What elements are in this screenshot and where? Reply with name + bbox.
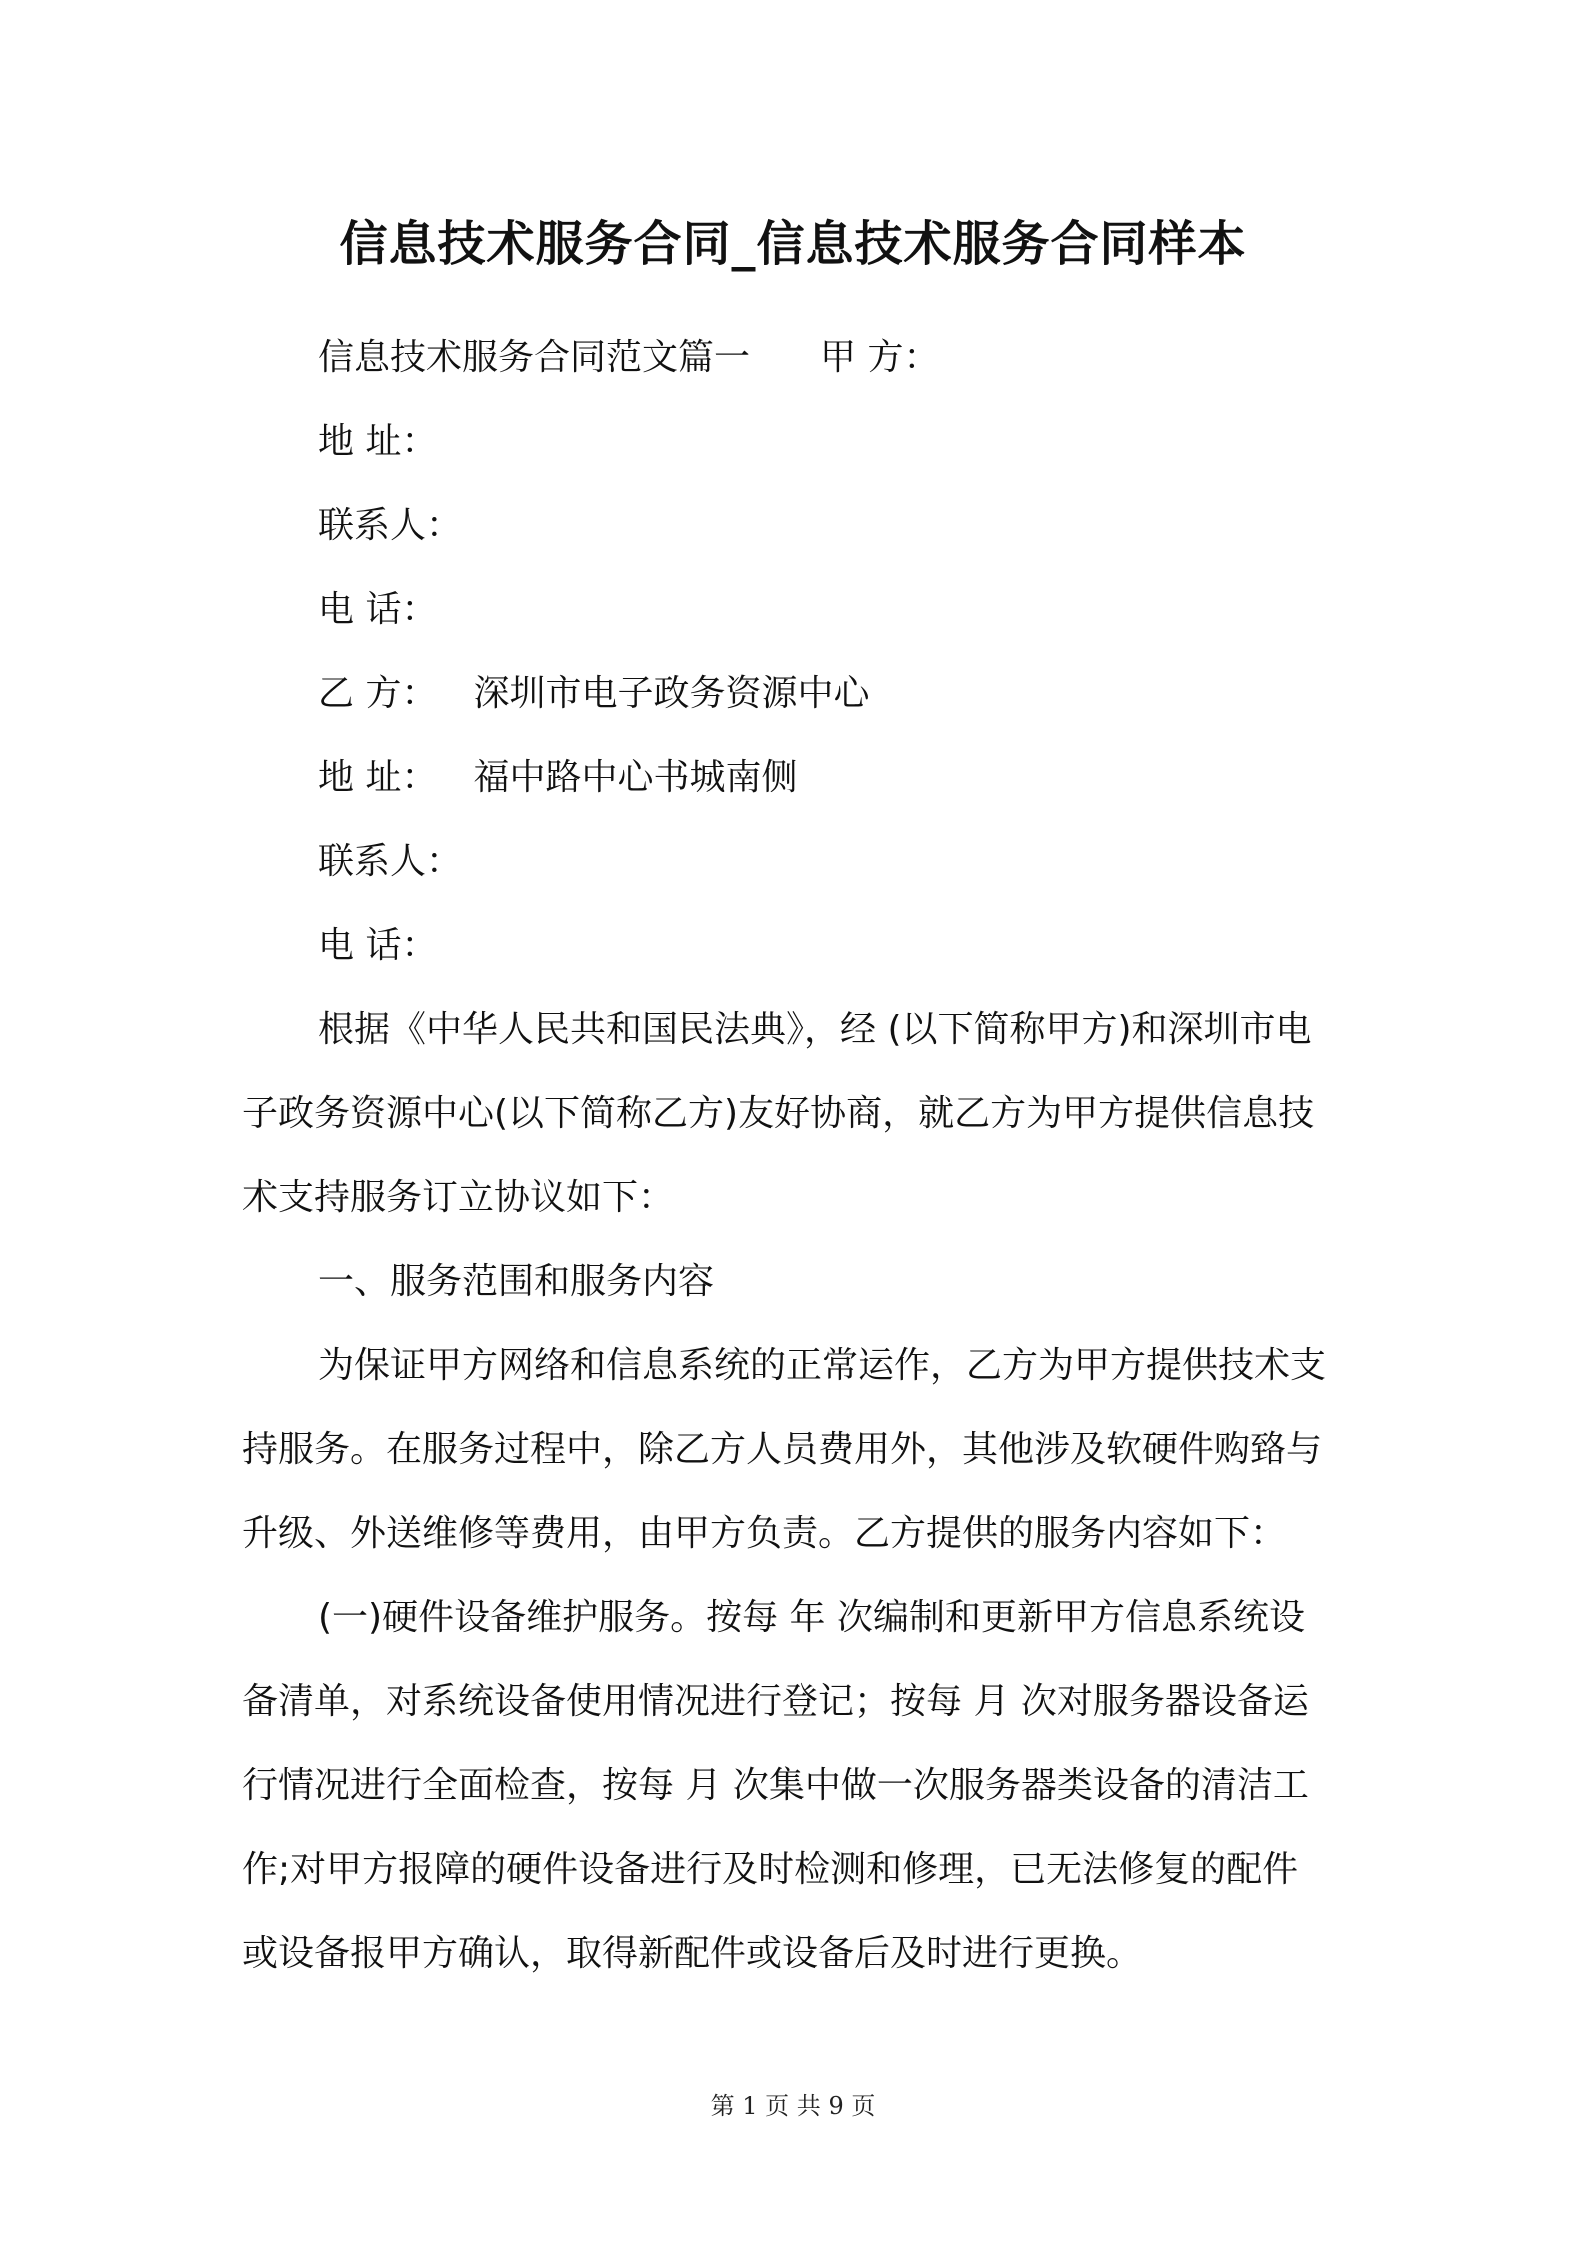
party-a-phone-label: 电 话： (318, 589, 438, 630)
party-b-address: 福中路中心书城南侧 (473, 757, 798, 798)
paragraph2-line: 持服务。在服务过程中，除乙方人员费用外，其他涉及软硬件购臵与 (242, 1429, 1323, 1470)
party-b-address-label: 地 址： (318, 757, 438, 798)
paragraph3-line: 或设备报甲方确认，取得新配件或设备后及时进行更换。 (242, 1933, 1143, 1974)
paragraph1-line: 根据《中华人民共和国民法典》，经 (以下简称甲方)和深圳市电 (318, 1009, 1312, 1050)
paragraph1-line: 子政务资源中心(以下简称乙方)友好协商，就乙方为甲方提供信息技 (242, 1093, 1315, 1134)
document-title: 信息技术服务合同_信息技术服务合同样本 (339, 216, 1247, 272)
party-b-line (318, 670, 869, 718)
paragraph2-line: 升级、外送维修等费用，由甲方负责。乙方提供的服务内容如下： (242, 1513, 1287, 1554)
intro-text: 信息技术服务合同范文篇一 (318, 337, 751, 378)
paragraph1-line: 术支持服务订立协议如下： (242, 1177, 675, 1218)
party-b-label: 乙 方： (318, 673, 438, 714)
party-b-name: 深圳市电子政务资源中心 (473, 673, 870, 714)
paragraph3-line: (一)硬件设备维护服务。按每 年 次编制和更新甲方信息系统设 (318, 1597, 1305, 1638)
party-b-contact-label: 联系人： (318, 841, 463, 882)
section1-heading: 一、服务范围和服务内容 (318, 1261, 715, 1302)
page-footer: 第 1 页 共 9 页 (710, 2092, 876, 2120)
paragraph3-line: 行情况进行全面检查，按每 月 次集中做一次服务器类设备的清洁工 (242, 1765, 1309, 1806)
party-a-label: 甲 方： (820, 337, 940, 378)
party-b-address-line (318, 754, 797, 802)
party-a-contact-label: 联系人： (318, 505, 463, 546)
intro-line (318, 334, 939, 382)
party-a-address-label: 地 址： (318, 421, 438, 462)
paragraph3-line: 备清单，对系统设备使用情况进行登记；按每 月 次对服务器设备运 (242, 1681, 1309, 1722)
party-b-phone-label: 电 话： (318, 925, 438, 966)
paragraph2-line: 为保证甲方网络和信息系统的正常运作，乙方为甲方提供技术支 (318, 1345, 1327, 1386)
paragraph3-line: 作;对甲方报障的硬件设备进行及时检测和修理，已无法修复的配件 (242, 1849, 1299, 1890)
